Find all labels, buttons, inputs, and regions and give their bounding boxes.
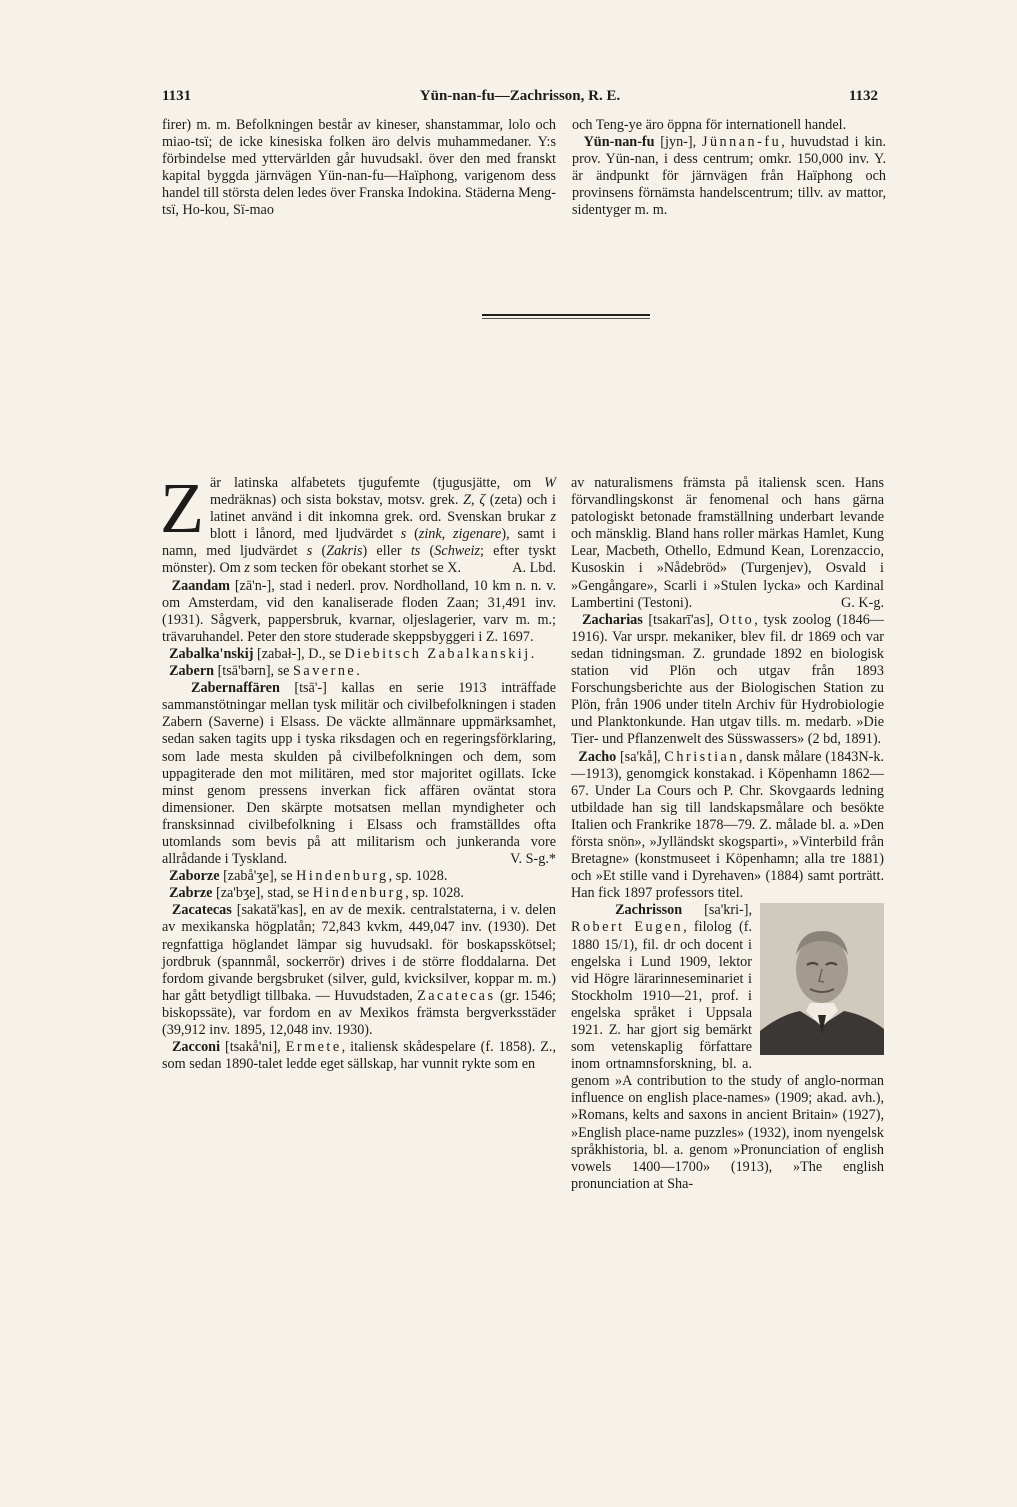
- entry-zabernaffaren: Zabernaffären [tsā'-] kallas en serie 1913 inträffade sammanstötningar mellan tysk militär och civilbefolkningen i staden Zabern (Saverne) i Elsass. De väckte allmännare uppmärksamhet, sedan saken tagits upp i tyska riksdagen och en regeringsförklaring, som lade mesta skulden på civilbefolkningen och dem, som uppagiterade den mot militären, med stor majoritet ogillats. Icke minst genom pressens inverkan fick affären oväntat stora dimensioner. Den skärpte motsatsen mellan myndigheter och fransksinnad civilbefolkning i Elsass och framställdes ofta utomlands som bevis på att militarism och junkeranda vore allrådande i Tyskland. V. S-g.*: [162, 680, 556, 868]
- headword: Zachrisson: [615, 902, 683, 919]
- headword: Zabalka'nskij: [169, 645, 254, 662]
- cross-reference: Hindenburg: [296, 868, 389, 885]
- article-continuation: firer) m. m. Befolkningen består av kineser, shanstammar, lolo och miao-tsï; de icke kinesiska folken äro delvis muhammedaner. Y:s förbindelse med yttervärlden går huvudsakl. över den med franskt kapital byggda järnvägen Yün-nan-fu—Haïphong, varigenom dess handel till största delen ledes över Franska Indokina. Städerna Meng-tsï, Ho-kou, Sï-mao: [162, 117, 556, 219]
- drop-cap: Z: [160, 468, 204, 548]
- headword: Yün-nan-fu: [583, 134, 655, 151]
- spaced-name: Robert Eugen: [571, 919, 684, 936]
- running-header: [162, 88, 878, 108]
- portrait-photo: [760, 903, 884, 1055]
- page-number-right: 1132: [848, 88, 878, 104]
- entry-zaborze: Zaborze [zabå'ʒe], se Hindenburg, sp. 1028.: [169, 868, 448, 885]
- author-signature: G. K-g.: [841, 594, 884, 611]
- entry-zacatecas: Zacatecas [sakatä'kas], en av de mexik. centralstaterna, i v. delen av mexikanska högplatån; 72,843 kvkm, 449,047 inv. (1930). Det regnfattiga höglandet lämpar sig huvudsakl. för boskapsskötsel; jordbruk (spannmål, sockerrör) drives i de större floddalarna. Det fordom givande bergsbruket (silver, guld, kvicksilver, koppar m. m.) har gått betydligt tillbaka. — Huvudstaden, Zacatecas (gr. 1546; biskopssäte), var fordom en av Mexikos främsta bergverksstäder (39,912 inv. 1895, 12,048 inv. 1930).: [162, 902, 557, 1038]
- cross-reference: Hindenburg: [312, 885, 406, 902]
- entry-zacconi: Zacconi [tsakå'ni], Ermete, italiensk skådespelare (f. 1858). Z., som sedan 1890-talet ledde eget sällskap, har vunnit rykte som en: [162, 1039, 557, 1073]
- headword: Zacconi: [171, 1039, 221, 1056]
- headword: Zabernaffären: [191, 680, 280, 697]
- cross-reference: Diebitsch Zabalkanskij: [344, 645, 531, 662]
- spaced-name: Otto: [719, 611, 755, 628]
- headword: Zabrze: [169, 885, 213, 902]
- entry-zaandam: Zaandam [zā'n-], stad i nederl. prov. Nordholland, 10 km n. n. v. om Amsterdam, vid den kanaliserade floden Zaan; 31,491 inv. (1931). Sågverk, pappersbruk, kvarnar, oljeslagerier, varv m. m.; trävaruhandel. Peter den store studerade skeppsbyggeri i Z. 1697.: [162, 577, 557, 645]
- entry-zacconi-continued: av naturalismens främsta på italiensk scen. Hans förvandlingskonst är fenomenal och hans gärna patologiskt betonade framställning underbart levande och mänsklig. Bland hans roller märkas Hamlet, Kung Lear, Macbeth, Othello, Edmund Kean, Lorenzaccio, Kusoskin i »Nådebröd» (Turgenjev), Osvald i »Gengångare», Scarli i »Stulen lycka» och Kardinal Lambertini (Testoni). G. K-g.: [571, 475, 884, 611]
- author-signature: A. Lbd.: [512, 560, 556, 577]
- portrait-illustration: [760, 903, 884, 1055]
- headword: Zaborze: [169, 868, 220, 885]
- entry-zacho: Zacho [sa'kå], Christian, dansk målare (1843—1913), genomgick konstakad. i Köpenhamn 1862—67. Under La Cours och P. Chr. Skovgaards ledning utbildade han sig till landskapsmålare och besökte Italien och Frankrike 1878—79. Z. målade bl. a. »Den första snön», »Jylländskt skogsparti», »Vinterbild från Bretagne» (konstmuseet i Köpenhamn; alla tre 1881) och »Et stille vand i Dyrehaven» (1884) samt porträtt. Han fick 1897 professors titel.: [571, 748, 884, 902]
- headword: Zabern: [169, 663, 215, 680]
- cross-reference: Saverne: [293, 663, 357, 680]
- page-number-left: 1131: [162, 88, 192, 104]
- entry-zabrze: Zabrze [za'bʒe], stad, se Hindenburg, sp. 1028.: [169, 885, 464, 902]
- entry-zabalkanskij: Zabalka'nskij [zabał-], D., se Diebitsch Zabalkanskij.: [169, 645, 535, 662]
- author-signature: N-k.: [858, 748, 884, 765]
- spaced-name: Jünnan-fu: [701, 134, 782, 151]
- article-continuation-end: och Teng-ye äro öppna för internationell handel.: [572, 117, 847, 133]
- headword: Zacharias: [582, 611, 643, 628]
- column-left-top: [162, 117, 556, 220]
- header-title: Yün-nan-fu—Zachrisson, R. E.: [419, 88, 621, 104]
- author-signature: V. S-g.*: [510, 851, 556, 868]
- headword: Zacatecas: [171, 902, 232, 919]
- entry-zabern: Zabern [tsā'bərn], se Saverne.: [169, 663, 360, 680]
- entry-zacharias: Zacharias [tsakarī'as], Otto, tysk zoolog (1846—1916). Var urspr. mekaniker, blev fil. dr 1869 och var sedan tidningsman. Z. grundade 1892 en biologisk station vid Plön och utgav från 1893 Forschungsberichte aus der Biologischen Station zu Plön, från 1906 under titeln Archiv für Hydrobiologie und Planktonkunde. Han utgav tills. m. medarb. »Die Tier- und Pflanzenwelt des Süsswassers» (2 bd, 1891). N-k.: [571, 611, 884, 765]
- section-divider: [482, 314, 650, 319]
- column-left-bottom: [160, 468, 557, 1073]
- spaced-name: Ermete: [285, 1039, 342, 1056]
- entry-yun-nan-fu: Yün-nan-fu [jyn-], Jünnan-fu, huvudstad i kin. prov. Yün-nan, i dess centrum; omkr. 150,000 inv. Y. är ändpunkt för järnvägen från Haïphong och provinsens förnämsta handelscentrum; tillv. av mattor, sidentyger m. m.: [572, 134, 886, 219]
- entry-z: Z är latinska alfabetets tjugufemte (tjugusjätte, om W medräknas) och sista bokstav, motsv. grek. Z, ζ (zeta) och i latinet använd i dit inkomna grek. ord. Svenskan brukar z blott i lånord, med ljudvärdet s (zink, zigenare), samt i namn, med ljudvärdet s (Zakris) eller ts (Schweiz; efter tyskt mönster). Om z som tecken för obekant storhet se X. A. Lbd.: [160, 468, 556, 577]
- entry-zachrisson: Zachrisson [sa'kri-], Robert Eugen, filolog (f. 1880 15/1), fil. dr och docent i engelska i Lund 1909, lektor vid Högre lärarinneseminariet i Stockholm 1910—21, prof. i engelska språket i Uppsala 1921. Z. har gjort sig bemärkt som vetenskaplig författare inom ortnamnsforskning, bl. a. genom »A contribution to the study of anglo-norman influence on english place-names» (1909; akad. avh.), »Romans, kelts and saxons in ancient Britain» (1927), »English place-name puzzles» (1932), inom nyengelsk språkhistoria, bl. a. genom »Pronunciation of english vowels 1400—1700» (1913), »The english pronunciation at Sha-: [571, 902, 884, 1192]
- spaced-name: Zacatecas: [417, 987, 496, 1004]
- headword: Zaandam: [171, 577, 230, 594]
- column-right-bottom: [571, 475, 884, 1193]
- headword: Zacho: [578, 748, 617, 765]
- spaced-name: Christian: [664, 748, 739, 765]
- column-right-top: [572, 117, 886, 220]
